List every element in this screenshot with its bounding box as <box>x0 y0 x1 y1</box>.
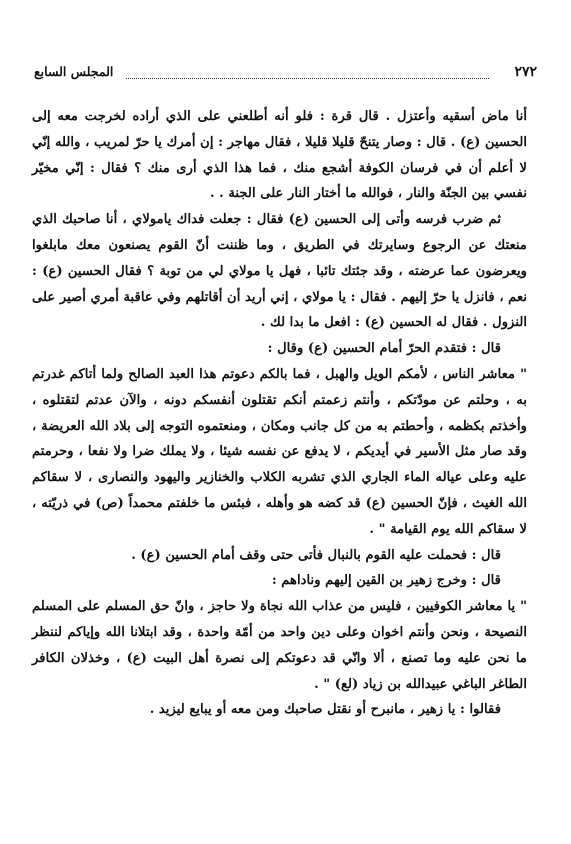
paragraph-zuhair-calls: قال : وخرج زهير بن القين إليهم وناداهم : <box>271 573 501 589</box>
section-title: المجلس السابع <box>34 64 114 79</box>
paragraph-zuhair-speech: " يا معاشر الكوفيين ، فليس من عذاب الله نجاة ولا حاجز ، وانّ حق المسلم على المسلم النصيحة ، ونحن وأنتم اخوان وعلى دين واحد من أمّة واحدة ، وقد ابتلانا الله وإياكم لننظر ما نحن عليه وما تصنع ، ألا وانّي قد دعوتكم إلى نصرة أهل البيت (ع) ، وخذلان الكافر الطاغر الباغي عبيدالله بن زياد (لع) " . <box>32 599 527 692</box>
page-body <box>32 104 527 723</box>
paragraph-hurr-speech: " معاشر الناس ، لأمكم الويل والهبل ، فما بالكم دعوتم هذا العبد الصالح ولما أتاكم غدرتم به ، وحلتم عن مودّتكم ، وأنتم زعمتم أنكم تقتلون أنفسكم دونه ، والآن عدتم لتقتلوه ، وأخذتم بكظمه ، وأحطتم به من كل جانب ومكان ، ومنعتموه التوجه إلى بلاد الله العريضة ، وقد صار مثل الأسير في أيديكم ، لا يدفع عن نفسه شيئا ، ولا يملك ضرا ولا نفعا ، وحرمتم عليه وعلى عياله الماء الجاري الذي تشربه الكلاب والخنازير واليهود والنصارى ، لا سقاكم الله الغيث ، فإنّ الحسين (ع) قد كضه هو وأهله ، فبئس ما خلفتم محمداً (ص) في ذريّته ، لا سقاكم الله يوم القيامة " . <box>32 366 527 537</box>
page-number: ٢٧٢ <box>514 64 537 80</box>
header-dotted-rule <box>126 78 489 79</box>
paragraph-hurr-departure: أنا ماض أسقيه وأعتزل . قال قرة : فلو أنه أطلعني على الذي أراده لخرجت معه إلى الحسين (ع) . قال : وصار يتنحّ قليلا قليلا ، فقال مهاجر : إن أمرك يا حرّ لمريب ، والله إنّي لا أعلم أن في فرسان الكوفة أشجع منك ، فما هذا الذي أرى منك ؟ فقال : إنّي مخيّر نفسي بين الجنّة والنار ، فوالله ما أختار النار على الجنة . . <box>32 109 527 202</box>
paragraph-hurr-repentance: ثم ضرب فرسه وأتى إلى الحسين (ع) فقال : جعلت فداك يامولاي ، أنا صاحبك الذي منعتك عن الرجوع وسايرتك في الطريق ، وما ظننت أنّ القوم يصنعون معك مابلغوا ويعرضون عما عرضته ، وقد جئتك تائبا ، فهل يا مولاي لي من توبة ؟ فقال الحسين (ع) : نعم ، فانزل يا حرّ إليهم . فقال : يا مولاي ، إني أريد أن أقاتلهم وفي عاقبة أمري أصير على النزول . فقال له الحسين (ع) : افعل ما بدا لك . <box>32 212 527 331</box>
paragraph-hurr-advance: قال : فتقدم الحرّ أمام الحسين (ع) وقال : <box>267 341 501 357</box>
paragraph-reply: فقالوا : يا زهير ، مانبرح أو نقتل صاحبك ومن معه أو يبايع ليزيد . <box>149 702 501 718</box>
page-header <box>34 64 537 86</box>
paragraph-arrows-attack: قال : فحملت عليه القوم بالنبال فأتى حتى وقف أمام الحسين (ع) . <box>131 547 501 563</box>
